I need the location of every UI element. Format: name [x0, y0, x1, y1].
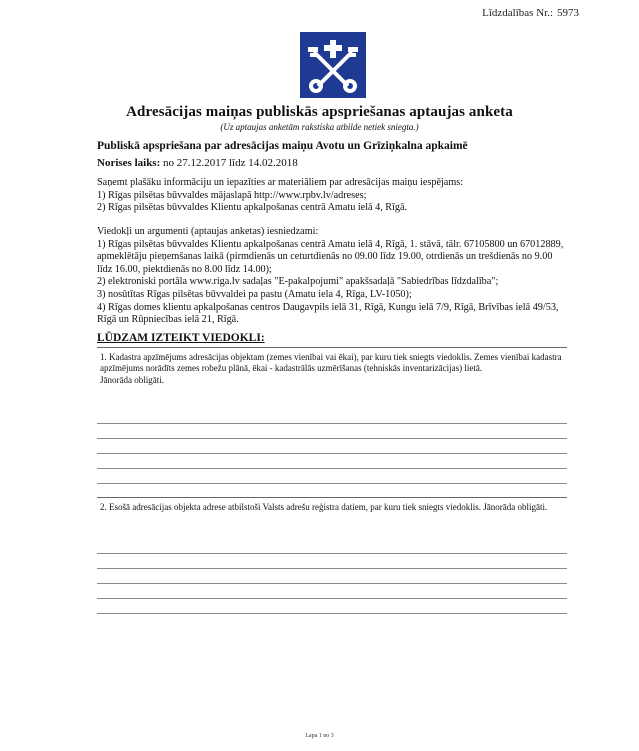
- question-1-text-block: [97, 348, 567, 386]
- page-title: Adresācijas maiņas publiskās apspriešanas aptaujas anketa: [126, 104, 513, 120]
- contract-label: Līdzdalības Nr.:: [482, 7, 553, 19]
- answer-line-q1[interactable]: [97, 423, 567, 424]
- submission-line: 3) nosūtītas Rīgas pilsētas būvvaldei pa pastu (Amatu iela 4, Rīga, LV-1050);: [97, 288, 412, 300]
- submission-line: 1) Rīgas pilsētas būvvaldes Klientu apkalpošanas centrā Amatu ielā 4, Rīgā, 1. stāvā, tālr. 67105800 un 67012889, apmeklētāju pieņemšanas laikā (pirmdienās un ceturtdienās no 09.00 līdz 19.00, otrdienās un trešdienās no 9.00 līdz 16.00, piektdienās no 8.00 līdz 14.00);: [97, 238, 564, 275]
- question-1-text: 1. Kadastra apzīmējums adresācijas objektam (zemes vienībai vai ēkai), par kuru tiek sniegts viedoklis. Zemes vienībai kadastra apzīmējums norādīts zemes robežu plānā, ēkai - kadastrālās uzmērīšanas (tehniskās inventarizācijas) lietā.: [100, 352, 562, 374]
- page-subtitle: (Uz aptaujas anketām rakstiska atbilde netiek sniegta.): [220, 122, 419, 132]
- info-line: 2) Rīgas pilsētas būvvaldes Klientu apkalpošanas centrā Amatu ielā 4, Rīgā.: [97, 202, 408, 214]
- submission-paragraph: [97, 226, 567, 327]
- info-line: Saņemt plašāku informāciju un iepazīties ar materiāliem par adresācijas maiņu iespējams:: [97, 177, 464, 188]
- page-number: Lapa 1 no 3: [305, 733, 334, 739]
- contract-number: 5973: [557, 7, 579, 19]
- question-1: [97, 347, 567, 386]
- answer-line-q1[interactable]: [97, 483, 567, 484]
- answer-line-q1[interactable]: [97, 468, 567, 469]
- submission-line: Viedokļi un argumenti (aptaujas anketas) iesniedzami:: [97, 226, 319, 237]
- deadline-value: no 27.12.2017 līdz 14.02.2018: [163, 157, 298, 169]
- answer-line-q2[interactable]: [97, 583, 567, 584]
- consultation-heading: Publiskā apspriešana par adresācijas maiņu Avotu un Grīziņkalna apkaimē: [97, 140, 468, 152]
- question-1-required: Jānorāda obligāti.: [100, 374, 164, 385]
- deadline-label: Norises laiks:: [97, 157, 161, 169]
- answer-line-q1[interactable]: [97, 453, 567, 454]
- question-2-text-block: [97, 498, 567, 513]
- question-2-text: 2. Esošā adresācijas objekta adrese atbilstoši Valsts adrešu reģistra datiem, par kuru tiek sniegts viedoklis. Jānorāda obligāti.: [100, 502, 548, 512]
- info-line: 1) Rīgas pilsētas būvvaldes mājaslapā http://www.rpbv.lv/adreses;: [97, 189, 367, 201]
- info-paragraph: [97, 177, 567, 215]
- question-2: [97, 497, 567, 513]
- submission-line: 2) elektroniski portāla www.riga.lv sadaļas "E-pakalpojumi" apakšsadaļā "Sabiedrības līdzdalība";: [97, 276, 499, 288]
- crossed-keys-icon: [300, 32, 366, 98]
- answer-line-q2[interactable]: [97, 613, 567, 614]
- deadline-line: [97, 157, 298, 169]
- answer-line-q2[interactable]: [97, 598, 567, 599]
- riga-emblem-logo: [300, 32, 366, 98]
- request-heading: LŪDZAM IZTEIKT VIEDOKLI:: [97, 332, 265, 344]
- answer-line-q2[interactable]: [97, 568, 567, 569]
- answer-line-q2[interactable]: [97, 553, 567, 554]
- submission-line: 4) Rīgas domes klientu apkalpošanas centros Daugavpils ielā 31, Rīgā, Kungu ielā 7/9, Rīgā, Brīvības ielā 49/53, Rīgā un Rūpniecības ielā 21, Rīgā.: [97, 301, 559, 326]
- answer-line-q1[interactable]: [97, 438, 567, 439]
- contract-number-block: [482, 7, 579, 19]
